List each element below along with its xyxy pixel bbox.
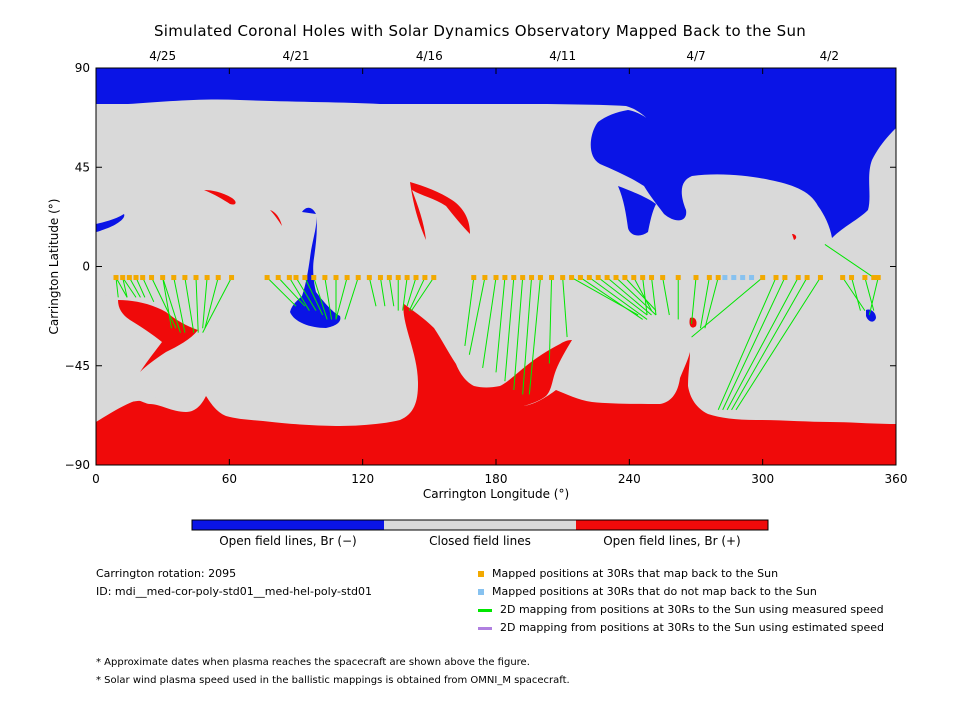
legend-mapped-label: Mapped positions at 30Rs that map back to the Sun: [492, 567, 779, 580]
legend-measured: [478, 603, 884, 616]
x-tick-label: 360: [884, 472, 908, 486]
x-tick-label: 120: [351, 472, 375, 486]
mapped-position-point: [549, 275, 554, 280]
mapped-position-point: [876, 275, 881, 280]
x-tick-label: 0: [92, 472, 100, 486]
mapped-position-point: [660, 275, 665, 280]
mapped-position-point: [849, 275, 854, 280]
mapped-position-point: [216, 275, 221, 280]
mapped-position-point: [614, 275, 619, 280]
mapped-position-point: [160, 275, 165, 280]
colorbar-label-open-positive: Open field lines, Br (+): [603, 534, 741, 548]
x-tick-label: 240: [617, 472, 641, 486]
unmapped-position-point: [740, 275, 745, 280]
x-tick-label: 60: [221, 472, 237, 486]
top-date-label: 4/7: [686, 49, 706, 63]
mapped-position-point: [871, 275, 876, 280]
mapped-position-point: [311, 275, 316, 280]
note-dates: * Approximate dates when plasma reaches the spacecraft are shown above the figure.: [96, 657, 530, 668]
mapped-position-point: [322, 275, 327, 280]
mapped-position-point: [265, 275, 270, 280]
mapped-position-point: [367, 275, 372, 280]
mapped-position-point: [405, 275, 410, 280]
mapped-position-point: [229, 275, 234, 280]
legend-estimated-label: 2D mapping from positions at 30Rs to the Sun using estimated speed: [500, 621, 885, 634]
mapped-position-point: [356, 275, 361, 280]
top-date-label: 4/16: [415, 49, 443, 63]
colorbar: [192, 520, 768, 530]
legend-estimated: [478, 621, 884, 634]
mapped-position-point: [127, 275, 132, 280]
mapped-position-point: [205, 275, 210, 280]
mapped-position-point: [471, 275, 476, 280]
measured-line-icon: [478, 609, 492, 612]
x-tick-label: 180: [484, 472, 508, 486]
unmapped-position-point: [731, 275, 736, 280]
mapped-position-point: [182, 275, 187, 280]
y-tick-label: 90: [74, 61, 90, 75]
mapped-position-point: [760, 275, 765, 280]
mapped-position-point: [782, 275, 787, 280]
mapped-position-point: [482, 275, 487, 280]
top-date-label: 4/25: [149, 49, 177, 63]
mapped-position-point: [538, 275, 543, 280]
unmapped-position-point: [722, 275, 727, 280]
mapped-position-point: [649, 275, 654, 280]
legend-mapped: [478, 567, 778, 580]
mapped-marker-icon: [478, 571, 484, 577]
chart-title: Simulated Coronal Holes with Solar Dynamics Observatory Mapped Back to the Sun: [153, 22, 807, 40]
mapped-position-point: [529, 275, 534, 280]
x-axis-label: Carrington Longitude (°): [422, 487, 570, 501]
unmapped-position-point: [749, 275, 754, 280]
top-date-label: 4/21: [282, 49, 310, 63]
mapped-position-point: [520, 275, 525, 280]
colorbar-closed: [384, 520, 576, 530]
legend-unmapped: [478, 585, 817, 598]
top-date-label: 4/2: [819, 49, 839, 63]
mapped-position-point: [422, 275, 427, 280]
mapped-position-point: [818, 275, 823, 280]
mapped-position-point: [502, 275, 507, 280]
mapped-position-point: [511, 275, 516, 280]
colorbar-label-closed: Closed field lines: [429, 534, 531, 548]
mapped-position-point: [560, 275, 565, 280]
legend-unmapped-label: Mapped positions at 30Rs that do not map back to the Sun: [492, 585, 817, 598]
mapped-position-point: [840, 275, 845, 280]
mapped-position-point: [345, 275, 350, 280]
mapped-position-point: [622, 275, 627, 280]
mapped-position-point: [605, 275, 610, 280]
mapped-position-point: [707, 275, 712, 280]
colorbar-open-negative: [192, 520, 384, 530]
legend-measured-label: 2D mapping from positions at 30Rs to the Sun using measured speed: [500, 603, 884, 616]
mapped-position-point: [334, 275, 339, 280]
mapped-position-point: [596, 275, 601, 280]
y-tick-label: −45: [64, 358, 90, 373]
mapped-position-point: [194, 275, 199, 280]
mapped-position-point: [676, 275, 681, 280]
mapped-position-point: [578, 275, 583, 280]
colorbar-label-open-negative: Open field lines, Br (−): [219, 534, 357, 548]
mapped-position-point: [140, 275, 145, 280]
mapped-position-point: [114, 275, 119, 280]
mapped-position-point: [287, 275, 292, 280]
mapped-position-point: [694, 275, 699, 280]
model-id: ID: mdi__med-cor-poly-std01__med-hel-poly-std01: [96, 585, 373, 598]
y-axis-label: Carrington Latitude (°): [47, 198, 61, 335]
mapped-position-point: [387, 275, 392, 280]
mapped-position-point: [796, 275, 801, 280]
note-speed: * Solar wind plasma speed used in the ballistic mappings is obtained from OMNI_M spacecraft.: [96, 675, 570, 686]
mapped-position-point: [294, 275, 299, 280]
mapped-position-point: [302, 275, 307, 280]
mapped-position-point: [396, 275, 401, 280]
y-tick-label: 45: [74, 160, 90, 175]
y-tick-label: −90: [64, 458, 90, 472]
mapped-position-point: [431, 275, 436, 280]
top-date-label: 4/11: [549, 49, 577, 63]
mapped-position-point: [805, 275, 810, 280]
mapped-position-point: [120, 275, 125, 280]
colorbar-open-positive: [576, 520, 768, 530]
mapped-position-point: [149, 275, 154, 280]
mapped-position-point: [587, 275, 592, 280]
carrington-rotation: Carrington rotation: 2095: [96, 567, 237, 580]
x-tick-label: 300: [751, 472, 775, 486]
estimated-line-icon: [478, 627, 492, 630]
mapped-position-point: [862, 275, 867, 280]
mapped-position-point: [134, 275, 139, 280]
mapped-position-point: [378, 275, 383, 280]
mapped-position-point: [414, 275, 419, 280]
mapped-position-point: [171, 275, 176, 280]
mapped-position-point: [774, 275, 779, 280]
mapped-position-point: [631, 275, 636, 280]
mapped-position-point: [716, 275, 721, 280]
unmapped-marker-icon: [478, 589, 484, 595]
mapped-position-point: [640, 275, 645, 280]
mapped-position-point: [494, 275, 499, 280]
y-tick-label: 0: [82, 259, 90, 274]
mapped-position-point: [569, 275, 574, 280]
mapped-position-point: [276, 275, 281, 280]
